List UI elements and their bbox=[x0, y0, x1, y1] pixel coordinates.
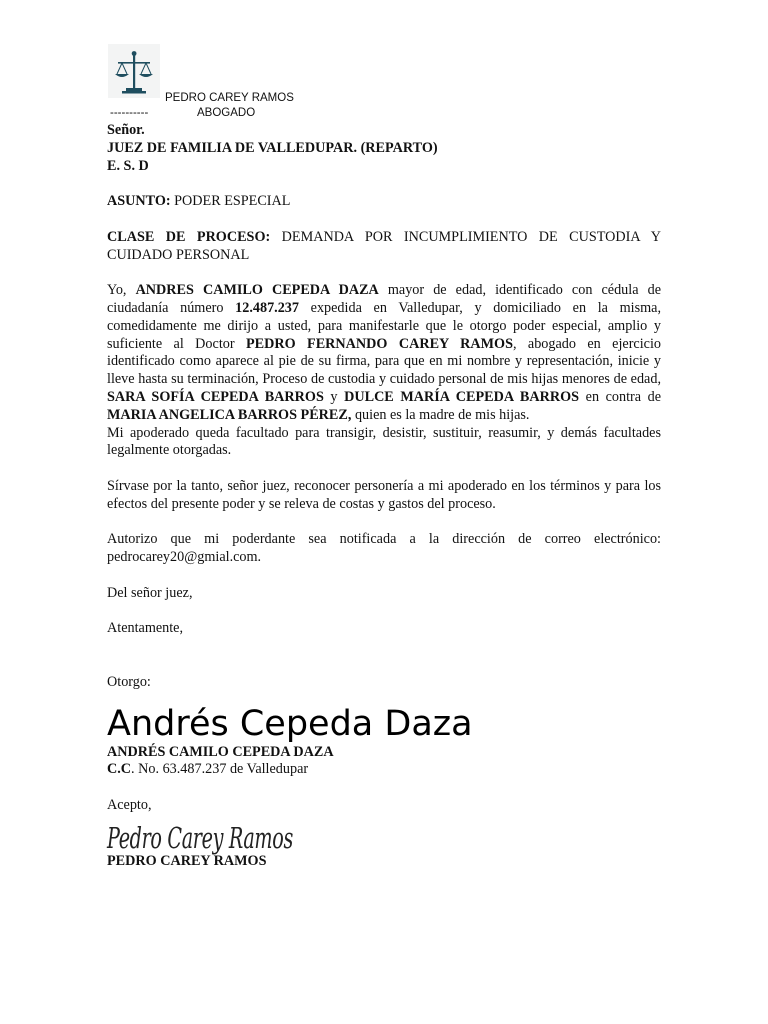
signer-name: ANDRÉS CAMILO CEPEDA DAZA bbox=[107, 743, 334, 760]
process-value: DEMANDA POR INCUMPLIMIENTO DE CUSTODIA Y CUIDADO PERSONAL bbox=[107, 228, 662, 263]
body-paragraph-3: Sírvase por la tanto, señor juez, reconocer personería a mi apoderado en los términos y para los efectos del presente poder y se releva de costas y gastos del proceso. bbox=[107, 477, 661, 512]
subject-value: PODER ESPECIAL bbox=[174, 193, 291, 210]
salutation: Señor. bbox=[107, 122, 145, 138]
child-1-name: SARA SOFÍA CEPEDA BARROS bbox=[107, 388, 324, 405]
body-paragraph-4: Autorizo que mi poderdante sea notificada a la dirección de correo electrónico: pedrocarey20@gmial.com. bbox=[107, 531, 661, 566]
closing-2: Atentamente, bbox=[107, 620, 184, 637]
grantor-name: ANDRES CAMILO CEPEDA DAZA bbox=[135, 282, 379, 299]
attorney-name: PEDRO FERNANDO CAREY RAMOS bbox=[245, 335, 513, 352]
letterhead-title: ABOGADO bbox=[197, 107, 256, 119]
signer-id: C.C. No. 63.487.237 de Valledupar bbox=[107, 761, 309, 778]
letterhead-name: PEDRO CAREY RAMOS bbox=[165, 92, 294, 104]
scales-of-justice-icon bbox=[108, 44, 160, 98]
letterhead-dashes: ---------- bbox=[110, 107, 149, 119]
recipient-judge: JUEZ DE FAMILIA DE VALLEDUPAR. (REPARTO) bbox=[107, 139, 438, 156]
subject-line bbox=[107, 193, 661, 211]
acceptor-label: Acepto, bbox=[107, 796, 152, 813]
document-page bbox=[107, 44, 661, 870]
closing-1: Del señor juez, bbox=[107, 584, 193, 601]
signer-label: Otorgo: bbox=[107, 673, 151, 690]
body-paragraph-2: Mi apoderado queda facultado para transigir, desistir, sustituir, reasumir, y demás facultades legalmente otorgadas. bbox=[107, 424, 661, 459]
id-number: 12.487.237 bbox=[235, 299, 299, 316]
acceptor-name: PEDRO CAREY RAMOS bbox=[107, 852, 267, 869]
letterhead bbox=[107, 44, 661, 122]
subject-label: ASUNTO: bbox=[107, 193, 171, 210]
recipient-esd: E. S. D bbox=[107, 157, 149, 174]
attorney-signature: Pedro Carey Ramos bbox=[107, 820, 293, 855]
process-line bbox=[107, 229, 661, 265]
grantor-signature: Andrés Cepeda Daza bbox=[107, 703, 473, 744]
process-label: CLASE DE PROCESO: bbox=[107, 228, 271, 245]
body-paragraph-1: Yo, ANDRES CAMILO CEPEDA DAZA mayor de edad, identificado con cédula de ciudadanía número 12.487.237 expedida en Valledupar, y domiciliado en la misma, comedidamente me dirijo a usted, para manifestarle que le otorgo poder especial, amplio y suficiente al Doctor PEDRO FERNANDO CAREY RAMOS, abogado en ejercicio identificado como aparece al pie de su firma, para que en mi nombre y representación, inicie y lleve hasta su terminación, Proceso de custodia y cuidado personal de mis hijas menores de edad, SARA SOFÍA CEPEDA BARROS y DULCE MARÍA CEPEDA BARROS en contra de MARIA ANGELICA BARROS PÉREZ, quien es la madre de mis hijas. bbox=[107, 282, 662, 423]
child-2-name: DULCE MARÍA CEPEDA BARROS bbox=[344, 388, 580, 405]
mother-name: MARIA ANGELICA BARROS PÉREZ, bbox=[107, 406, 352, 423]
